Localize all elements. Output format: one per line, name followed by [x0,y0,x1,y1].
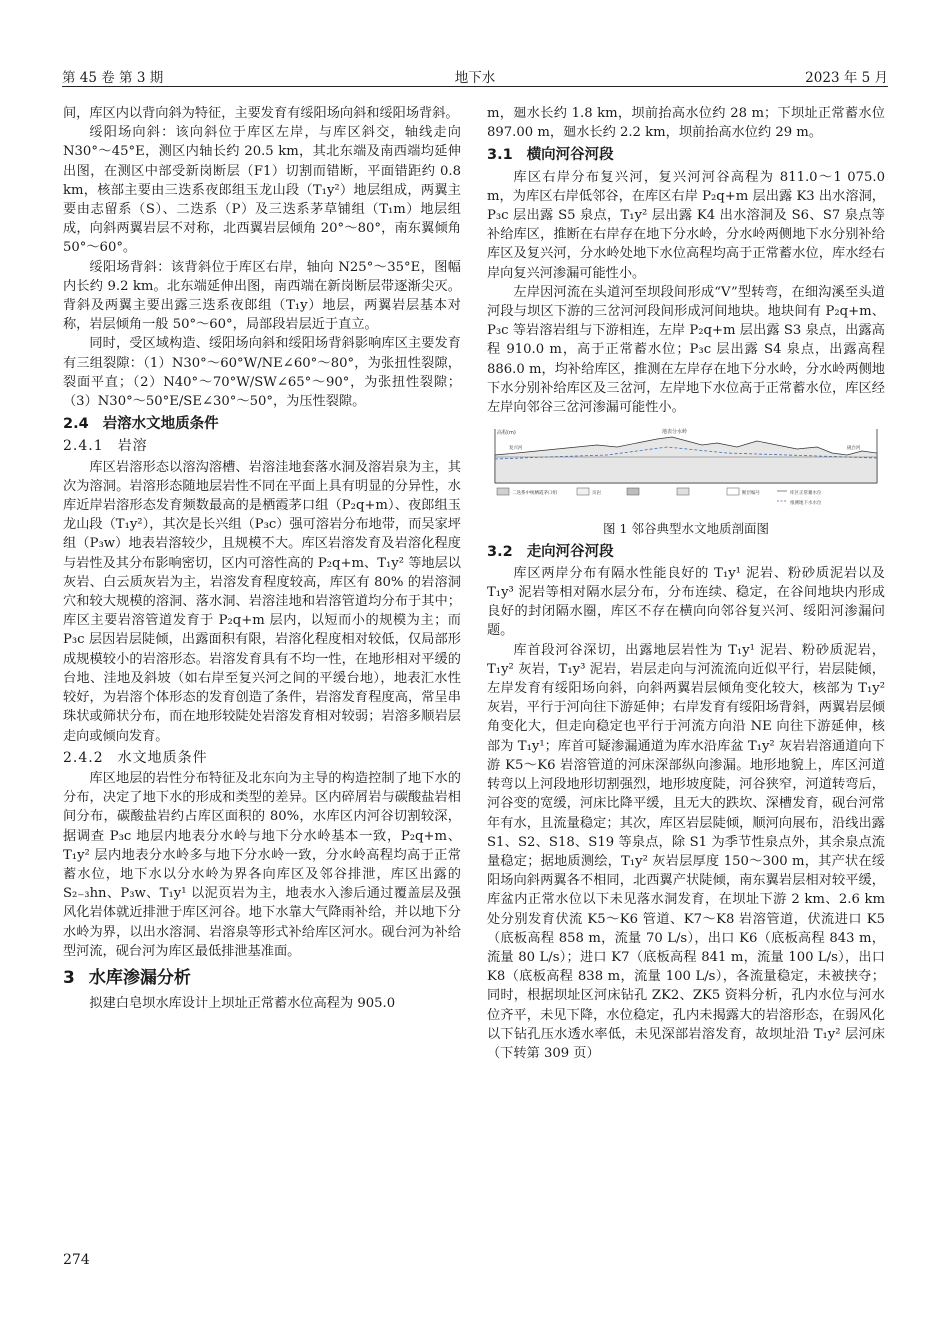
left-river-label: 复兴河 [509,446,523,452]
volume-issue: 第 45 卷 第 3 期 [62,70,164,86]
paragraph: 库区岩溶形态以溶沟溶槽、岩溶洼地套落水洞及溶岩泉为主，其次为溶洞。岩溶形态随地层岩性不同在平面上具有明显的分异性，水库近岸岩溶形态发育频数最高的是栖霞茅口组（P₂q+m）、夜郎组玉龙山段（T₁y²），其次是长兴组（P₃c）强可溶岩分布地带，而吴家坪组（P₃w）地表岩溶较少，且规模不大。库区岩溶发育及岩溶化程度与岩性及其分布影响密切，区内可溶性高的 P₂q+m、T₁y² 等地层以灰岩、白云质灰岩为主，岩溶发育程度较高，库区有 80% 的岩溶洞穴和较大规模的溶洞、落水洞、岩溶洼地和岩溶管道均分布于其中；库区主要岩溶管道发育于 P₂q+m 层内，以短而小的规模为主；而 P₃c 层因岩层陡倾，出露面积有限，岩溶化程度相对较低，仅局部形成规模较小的岩溶形态。岩溶发育具有不均一性，在地形相对平缓的台地、洼地及斜坡（如右岸至复兴河之间的平缓台地），地表汇水性较好，为岩溶个体形态的发育创造了条件，岩溶发育程度高，常呈串珠状或筛状分布，而在地形较陡处岩溶发育相对较弱；岩溶多顺岩层走向或倾向发育。 [63,459,461,744]
figure-caption: 图 1 邻谷典型水文地质剖面图 [603,521,769,537]
ylabel: 高程(m) [497,430,516,437]
legend-groundwater: 推测地下水水位 [790,501,822,507]
profile-diagram [487,425,885,507]
left-column [63,104,461,1013]
subsection-heading-2-4-2: 2.4.2 水文地质条件 [63,749,208,766]
paragraph: 间，库区内以背向斜为特征，主要发育有绥阳场向斜和绥阳场背斜。 [63,106,459,121]
legend-shale: 页岩 [592,491,601,497]
paragraph: 绥阳场向斜：该向斜位于库区左岸，与库区斜交，轴线走向 N30°～45°E，测区内轴长约 20.5 km，其北东端及南西端均延伸出图，在测区中部受新岗断层（F1）切割而错断，平面错距约 0.8 km，核部主要由三迭系夜郎组玉龙山段（T₁y²）地层组成，两翼主要由志留系（S）、二迭系（P）及三迭系茅草铺组（T₁m）地层组成，向斜两翼岩层不对称，北西翼岩层倾角 20°～80°，南东翼倾角 50°～60°。 [63,125,461,256]
section-heading-3-2: 3.2 走向河谷河段 [487,543,614,560]
paragraph: m，廻水长约 1.8 km，坝前抬高水位约 28 m；下坝址正常蓄水位 897.00 m，廻水长约 2.2 km，坝前抬高水位约 29 m。 [487,106,885,141]
legend-normal-level: 库区正常蓄水位 [790,491,822,497]
paragraph: 库区右岸分布复兴河，复兴河河谷高程为 811.0～1 075.0 m，为库区右岸低邻谷，在库区右岸 P₂q+m 层出露 K3 出水溶洞，P₃c 层出露 S5 泉点，T₁y² 层出露 K4 出水溶洞及 S6、S7 泉点等补给库区，推断在右岸存在地下分水岭，分水岭两侧地下水分别补给库区及复兴河，分水岭处地下水位高程均高于正常蓄水位，库水经右岸向复兴河渗漏可能性小。 [487,169,885,281]
paragraph: 同时，受区域构造、绥阳场向斜和绥阳场背斜影响库区主要发育有三组裂隙：（1）N30°～60°W/NE∠60°～80°，为张扭性裂隙，裂面平直；（2）N40°～70°W/SW∠65°～90°，为张扭性裂隙；（3）N30°～50°E/SE∠30°～50°，为压性裂隙。 [63,336,461,410]
legend-limestone: 二迭系中统栖霞茅口组 [512,491,557,497]
paragraph: 左岸因河流在头道河至坝段间形成“V”型转弯，在细沟溪至头道河段与坝区下游的三岔河河段间形成河间地块。地块间有 P₂q+m、P₃c 等岩溶岩组与下游相连，左岸 P₂q+m 层出露 S3 泉点，出露高程 910.0 m，高于正常蓄水位；P₃c 层出露 S4 泉点，出露高程 886.0 m，均补给库区，推测在左岸存在地下分水岭，分水岭两侧地下水分别补给库区及三岔河，左岸地下水位高于正常蓄水位，库区经左岸向邻谷三岔河渗漏可能性小。 [487,284,885,416]
hydrogeological-profile-figure [487,425,885,538]
subsection-heading-2-4-1: 2.4.1 岩溶 [63,438,148,455]
paragraph: 库区地层的岩性分布特征及北东向为主导的构造控制了地下水的分布，决定了地下水的形成和类型的差异。区内碎屑岩与碳酸盐岩相间分布，碳酸盐岩约占库区面积的 80%，水库区内河谷切割较深，据调查 P₃c 地层内地表分水岭与地下分水岭基本一致，P₂q+m、T₁y² 层内地表分水岭多与地下分水岭一致，分水岭高程均高于正常蓄水位，地下水以分水岭为界各向库区及邻谷排泄，库区出露的 S₂₋₃hn、P₃w、T₁y¹ 以泥页岩为主，地表水入渗后通过覆盖层及强风化岩体就近排泄于库区河谷。地下水靠大气降雨补给，并以地下分水岭为界，以出水溶洞、岩溶泉等形式补给库区河水。砚台河为补给型河流，砚台河为库区最低排泄基准面。 [63,770,461,959]
legend-fault: 断层编号 [742,491,760,497]
paragraph: 拟建白皂坝水库设计上坝址正常蓄水位高程为 905.0 [89,996,396,1012]
publication-date: 2023 年 5 月 [805,70,888,86]
section-heading-3-1: 3.1 横向河谷河段 [487,147,614,164]
section-heading-3: 3 水库渗漏分析 [63,967,191,988]
running-header [62,60,888,87]
paragraph: 库首段河谷深切，出露地层岩性为 T₁y¹ 泥岩、粉砂质泥岩，T₁y² 灰岩，T₁y³ 泥岩，岩层走向与河流流向近似平行，岩层陡倾，左岸发育有绥阳场向斜，向斜两翼岩层倾角变化较大，核部为 T₁y² 灰岩，平行于河向往下游延伸；右岸发育有绥阳场背斜，两翼岩层倾角变化大，但走向稳定也平行于河流方向沿 NE 向往下游延伸，核部为 T₁y¹；库首可疑渗漏通道为库水沿库盆 T₁y² 灰岩岩溶通道向下游 K5～K6 岩溶管道的河床深部纵向渗漏。地形地貌上，库区河道转弯以上河段地形切割强烈，地形坡度陡，河谷狭窄，河道转弯后，河谷变的宽缓，河床比降平缓，且无大的跌坎、深槽发育，砚台河常年有水，且流量稳定；其次，库区岩层陡倾，顺河向展布，沿线出露 S1、S2、S18、S19 等泉点，除 S1 为季节性泉点外，其余泉点流量稳定；据地质测绘，T₁y² 灰岩层厚度 150～300 m，其产状在绥阳场向斜两翼各不相同，北西翼产状陡倾，南东翼岩层相对较平缓，库盆内正常水位以下未见落水洞发育，在坝址下游 2 km、2.6 km 处分别发育伏流 K5～K6 管道、K7～K8 岩溶管道，伏流进口 K5（底板高程 858 m，流量 70 L/s），出口 K6（底板高程 843 m，流量 80 L/s）；进口 K7（底板高程 841 m，流量 100 L/s），出口 K8（底板高程 838 m，流量 100 L/s），各流量稳定，未被挟夺；同时，根据坝址区河床钻孔 ZK2、ZK5 资料分析，孔内水位与河水位齐平，未见下降，水位稳定，孔内未揭露大的岩溶形态，在弱风化以下钻孔压水透水率低，未见深部岩溶发育，故坝址沿 T₁y² 层河床 （下转第 309 页） [487,642,885,1061]
paragraph: 库区两岸分布有隔水性能良好的 T₁y¹ 泥岩、粉砂质泥岩以及 T₁y³ 泥岩等相对隔水层分布，分布连续、稳定，在谷间地块内形成良好的封闭隔水圈，库区不存在横向向邻谷复兴河、绥阳河渗漏问题。 [487,565,885,639]
section-heading-2-4: 2.4 岩溶水文地质条件 [63,416,219,433]
divide-label: 地表分水岭 [662,429,688,436]
page-number: 274 [63,1252,90,1268]
paragraph: 绥阳场背斜：该背斜位于库区右岸，轴向 N25°～35°E，图幅内长约 9.2 km。北东端延伸出图，南西端在新岗断层带逐渐尖灭。背斜及两翼主要出露三迭系夜郎组（T₁y）地层，两翼岩层基本对称，岩层倾角一般 50°～60°，局部段岩层近于直立。 [63,259,461,333]
right-column [487,104,885,1063]
right-river-label: 砚台河 [847,446,861,452]
journal-name: 地下水 [454,70,496,86]
